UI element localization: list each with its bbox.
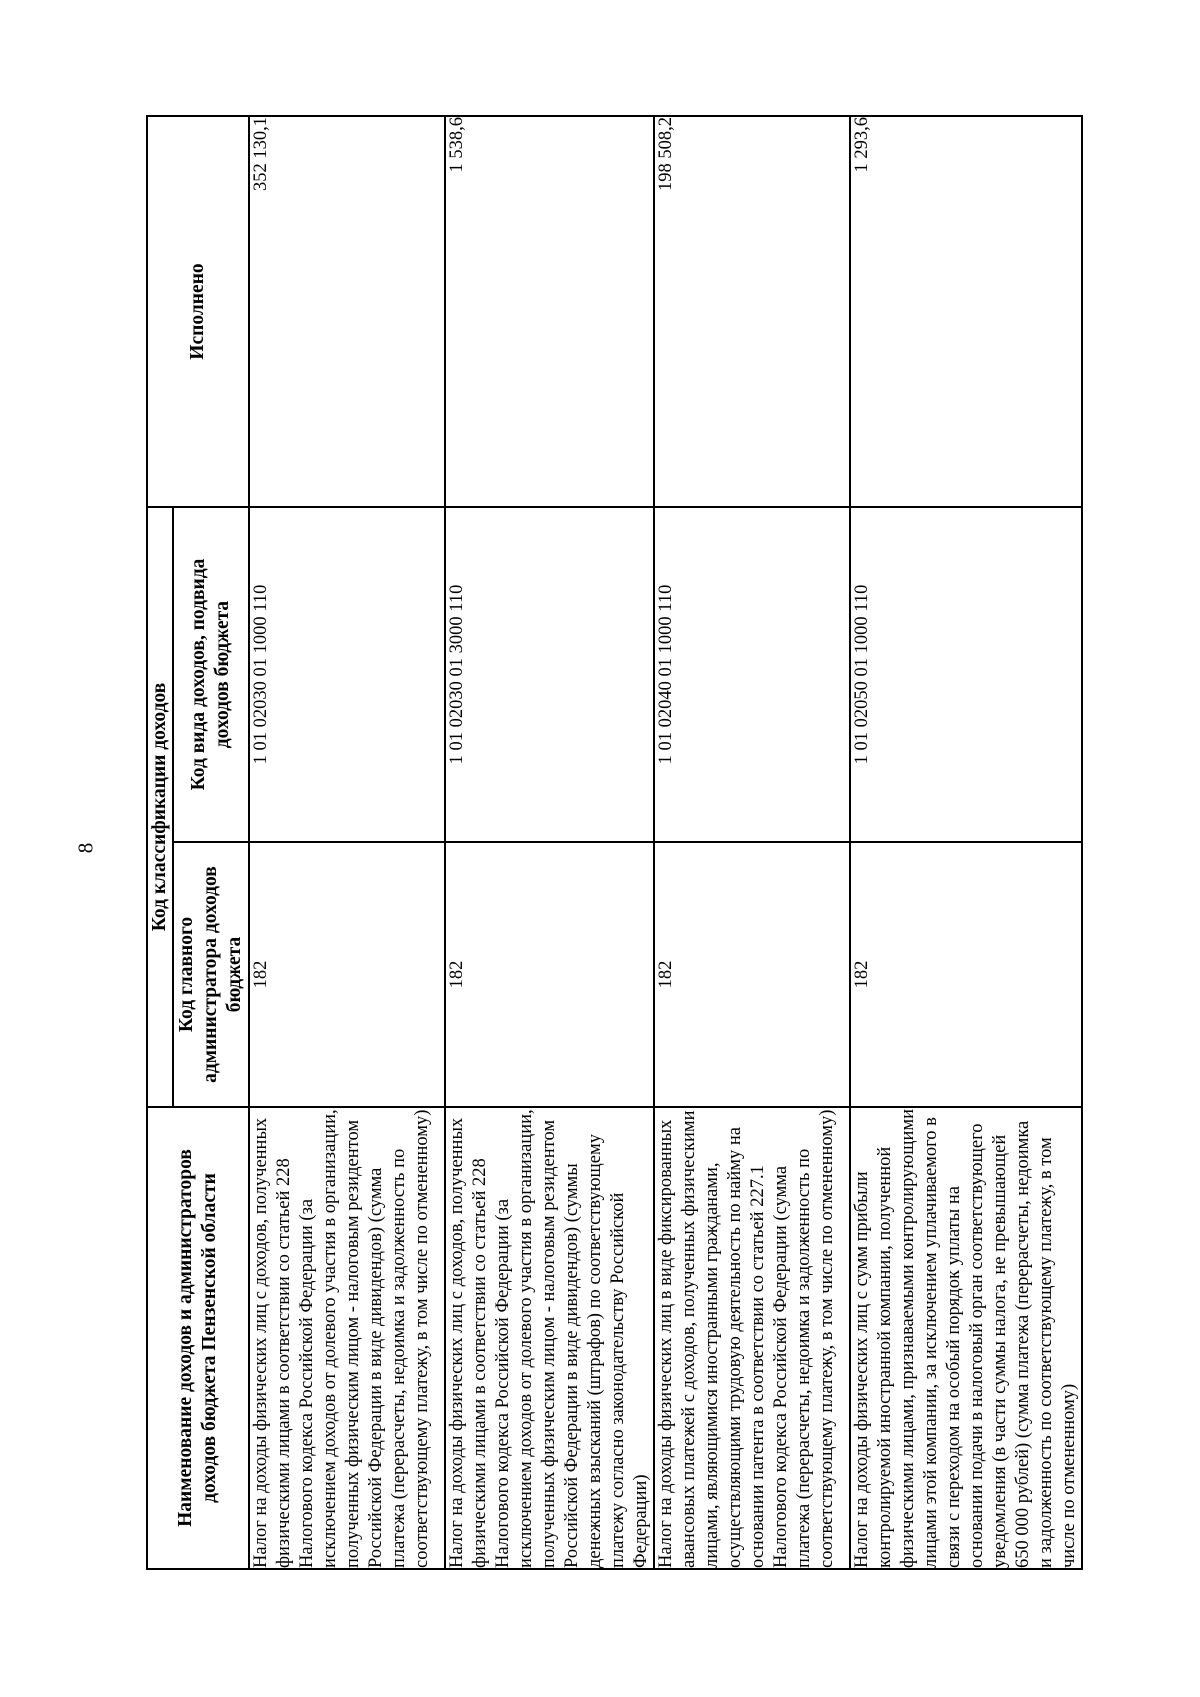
row-executed: 1 538,6 <box>445 116 654 507</box>
row-name: Налог на доходы физических лиц с доходов, полученных физическими лицами в соответствии со статьей 228 Налогового кодекса Российской Федерации (за исключением доходов от долевого участия в организации, полученных физическим лицом - налоговым резидентом Российской Федерации в виде дивидендов) (сумма платежа (перерасчеты, недоимка и задолженность по соответствующему платежу, в том числе по отмененному) <box>249 1107 445 1569</box>
header-income-code: Код вида доходов, подвида доходов бюджета <box>173 507 249 842</box>
row-name: Налог на доходы физических лиц с доходов, полученных физическими лицами в соответствии со статьей 228 Налогового кодекса Российской Федерации (за исключением доходов от долевого участия в организации, полученных физическим лицом - налоговым резидентом Российской Федерации в виде дивидендов) (суммы денежных взысканий (штрафов) по соответствующему платежу согласно законодательству Российской Федерации) <box>445 1107 654 1569</box>
row-income-code: 1 01 02040 01 1000 110 <box>654 507 850 842</box>
table-row <box>445 116 654 1569</box>
page-number: 8 <box>73 842 98 854</box>
row-admin-code: 182 <box>850 842 1082 1107</box>
row-admin-code: 182 <box>445 842 654 1107</box>
table-row <box>850 116 1082 1569</box>
row-executed: 1 293,6 <box>850 116 1082 507</box>
header-row-1 <box>147 116 173 1569</box>
table-row <box>654 116 850 1569</box>
table-row <box>249 116 445 1569</box>
rotated-table-container <box>146 117 1079 1570</box>
row-income-code: 1 01 02050 01 1000 110 <box>850 507 1082 842</box>
row-executed: 198 508,2 <box>654 116 850 507</box>
table-rotator <box>146 117 1079 1570</box>
header-classification-group: Код классификации доходов <box>147 507 173 1107</box>
header-name: Наименование доходов и администраторов доходов бюджета Пензенской области <box>147 1107 249 1569</box>
row-admin-code: 182 <box>249 842 445 1107</box>
row-admin-code: 182 <box>654 842 850 1107</box>
income-table <box>146 115 1083 1570</box>
row-income-code: 1 01 02030 01 3000 110 <box>445 507 654 842</box>
row-name: Налог на доходы физических лиц в виде фиксированных авансовых платежей с доходов, полученных физическими лицами, являющимися иностранными гражданами, осуществляющими трудовую деятельность по найму на основании патента в соответствии со статьей 227.1 Налогового кодекса Российской Федерации (сумма платежа (перерасчеты, недоимка и задолженность по соответствующему платежу, в том числе по отмененному) <box>654 1107 850 1569</box>
header-admin-code: Код главного администратора доходов бюджета <box>173 842 249 1107</box>
row-executed: 352 130,1 <box>249 116 445 507</box>
row-income-code: 1 01 02030 01 1000 110 <box>249 507 445 842</box>
row-name: Налог на доходы физических лиц с сумм прибыли контролируемой иностранной компании, полученной физическими лицами, признаваемыми контролирующими лицами этой компании, за исключением уплачиваемого в связи с переходом на особый порядок уплаты на основании подачи в налоговый орган соответствующего уведомления (в части суммы налога, не превышающей 650 000 рублей) (сумма платежа (перерасчеты, недоимка и задолженность по соответствующему платежу, в том числе по отмененному) <box>850 1107 1082 1569</box>
header-executed: Исполнено <box>147 116 249 507</box>
